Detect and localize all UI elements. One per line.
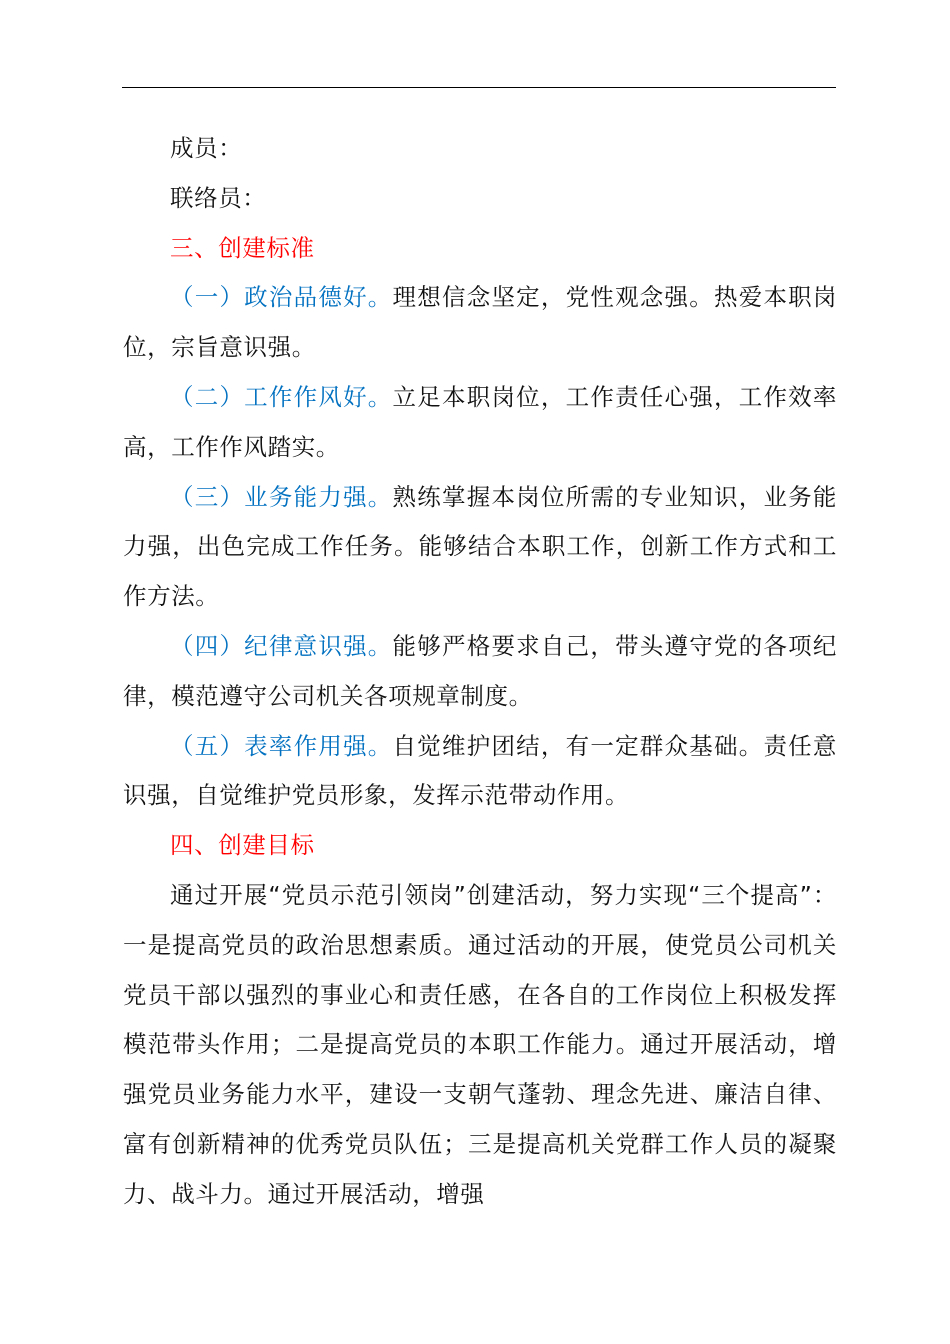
- standard-item-title: （一）政治品德好。: [170, 283, 393, 312]
- standard-item-text: 理想信念坚定，党性观念强。热爱本职岗位，宗旨意识强。: [123, 283, 837, 362]
- standard-item-title: （四）纪律意识强。: [170, 631, 393, 660]
- standard-item-text: 自觉维护团结，有一定群众基础。责任意识强，自觉维护党员形象，发挥示范带动作用。: [123, 731, 837, 810]
- standard-item-title: （二）工作作风好。: [170, 382, 393, 411]
- section4-heading: 四、创建目标: [170, 831, 315, 860]
- members-line: [123, 124, 837, 174]
- standard-item: [123, 373, 837, 473]
- standard-item-text: 能够严格要求自己，带头遵守党的各项纪律，模范遵守公司机关各项规章制度。: [123, 631, 837, 710]
- standard-item: [123, 473, 837, 622]
- standard-item-text: 立足本职岗位，工作责任心强，工作效率高，工作作风踏实。: [123, 382, 837, 461]
- section4-paragraph: 通过开展“党员示范引领岗”创建活动，努力实现“三个提高”：一是提高党员的政治思想素质。通过活动的开展，使党员公司机关党员干部以强烈的事业心和责任感，在各自的工作岗位上积极发挥模范带头作用；二是提高党员的本职工作能力。通过开展活动，增强党员业务能力水平，建设一支朝气蓬勃、理念先进、廉洁自律、富有创新精神的优秀党员队伍；三是提高机关党群工作人员的凝聚力、战斗力。通过开展活动，增强: [123, 880, 837, 1208]
- standard-item-title: （五）表率作用强。: [170, 731, 393, 760]
- liaison-line: [123, 174, 837, 224]
- standard-item: [123, 273, 837, 373]
- header-rule: [122, 87, 836, 88]
- section3-heading: 三、创建标准: [170, 233, 315, 262]
- standard-item: [123, 622, 837, 722]
- standard-item: [123, 722, 837, 822]
- standard-item-text: 熟练掌握本岗位所需的专业知识，业务能力强，出色完成工作任务。能够结合本职工作，创新工作方式和工作方法。: [123, 482, 837, 611]
- members-label: 成员：: [170, 134, 243, 162]
- standard-item-title: （三）业务能力强。: [170, 482, 393, 511]
- document-body: [123, 124, 837, 1220]
- liaison-label: 联络员：: [170, 183, 267, 212]
